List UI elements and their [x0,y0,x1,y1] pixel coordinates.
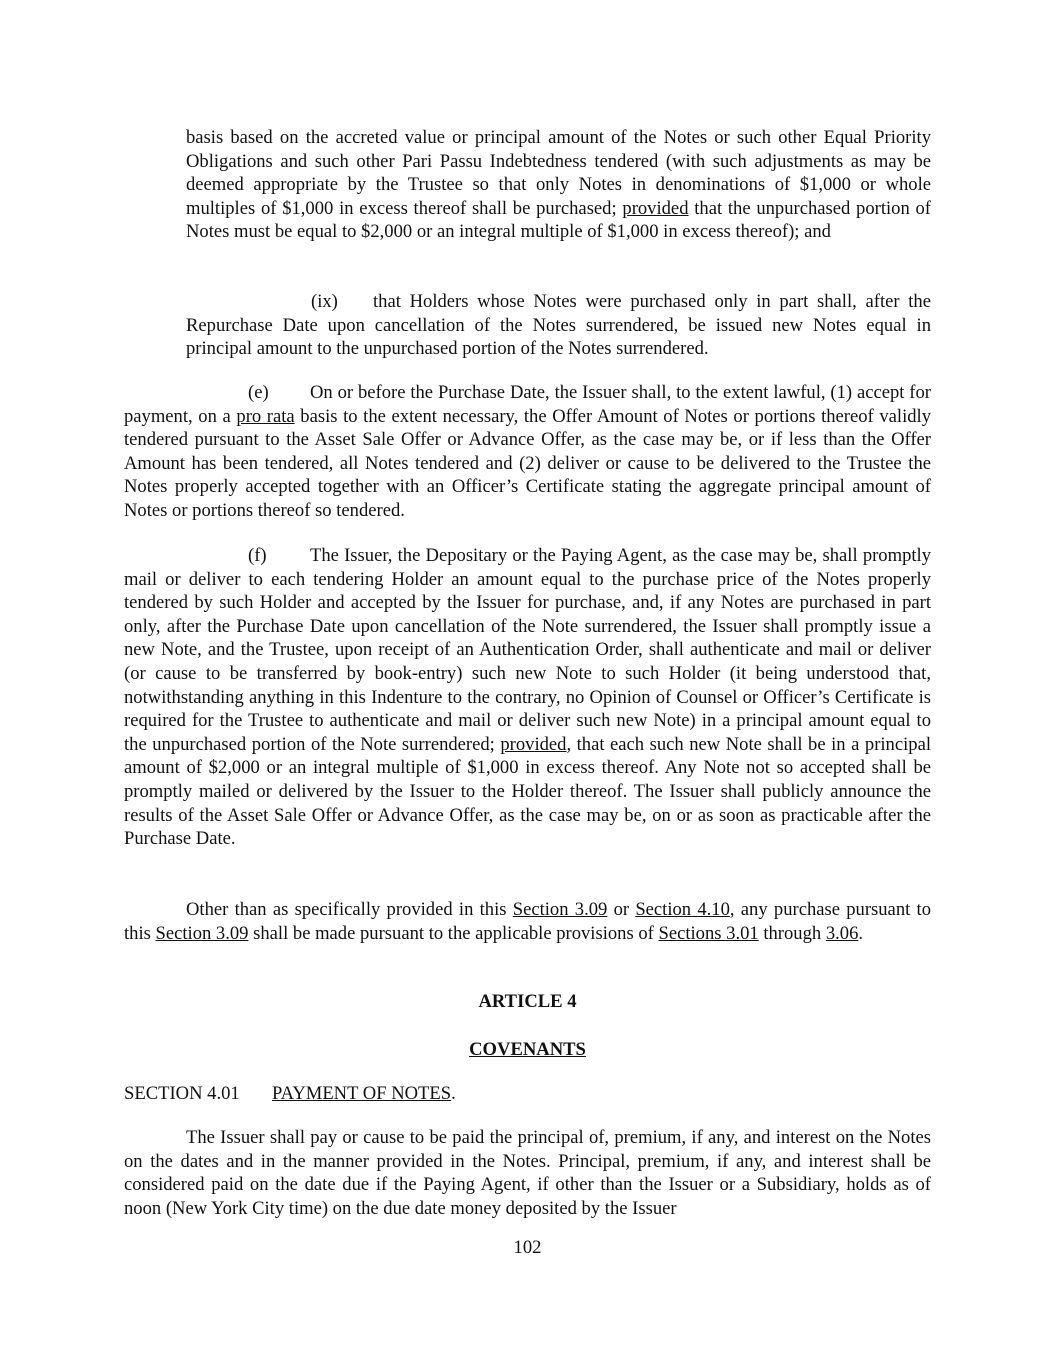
text-run: basis based on the accreted value or principal amount of the Notes or such other Equal Priority Obligations and such other Pari Passu Indebtedness tendered (with such adjustments as may be deemed appropriate by the Trustee so that only Notes in denominations of $1,000 or whole multiples of $1,000 in excess thereof shall be purchased; [186,127,931,219]
text-run: On or before the Purchase Date, the Issuer shall, to the extent lawful, (1) accept for payment, on a [124,382,931,427]
clause-label: (e) [248,382,269,403]
section-title: PAYMENT OF NOTES [272,1083,452,1104]
clause-label: (ix) [311,291,338,312]
text-run: Other than as specifically provided in this [186,899,513,920]
text-run: The Issuer, the Depositary or the Paying Agent, as the case may be, shall promptly mail or deliver to each tendering Holder an amount equal to the purchase price of the Notes properly tendered by such Holder and accepted by the Issuer for purchase, and, if any Notes are purchased in part only, after the Purchase Date upon cancellation of the Note surrendered, the Issuer shall promptly issue a new Note, and the Trustee, upon receipt of an Authentication Order, shall authenticate and mail or deliver (or cause to be transferred by book-entry) such new Note to such Holder (it being understood that, notwithstanding anything in this Indenture to the contrary, no Opinion of Counsel or Officer’s Certificate is required for the Trustee to authenticate and mail or deliver such new Note) in a principal amount equal to the unpurchased portion of the Note surrendered; [124,545,931,755]
text-run: The Issuer shall pay or cause to be paid the principal of, premium, if any, and interest on the Notes on the dates and in the manner provided in the Notes. Principal, premium, if any, and interest shall be considered paid on the date due if the Paying Agent, if other than the Issuer or a Subsidiary, holds as of noon (New York City time) on the due date money deposited by the Issuer [124,1127,931,1219]
paragraph-ix [186,290,931,361]
text-run: shall be made pursuant to the applicable provisions of [248,922,659,944]
text-run: , any purchase pursuant to this [124,899,931,944]
paragraph-4-01 [124,1126,931,1220]
underlined-term: provided [622,197,689,219]
text-run: that Holders whose Notes were purchased only in part shall, after the Repurchase Date upon cancellation of the Notes surrendered, be issued new Notes equal in principal amount to the unpurchased portion of the Notes surrendered. [186,291,931,360]
section-reference: 3.06 [825,922,859,944]
underlined-term: pro rata [236,405,295,427]
article-title-text: COVENANTS [469,1039,586,1060]
section-title-suffix: . [451,1083,456,1104]
underlined-term: provided [500,733,567,755]
paragraph-other-than [124,898,931,945]
section-reference: Section 3.09 [512,899,608,920]
text-run: , that each such new Note shall be in a principal amount of $2,000 or an integral multiple of $1,000 in excess thereof. Any Note not so accepted shall be promptly mailed or delivered by the Issuer to the Holder thereof. The Issuer shall publicly announce the results of the Asset Sale Offer or Advance Offer, as the case may be, on or as soon as practicable after the Purchase Date. [124,733,931,850]
clause-label: (f) [248,545,267,566]
text-run: through [758,922,826,944]
paragraph-d-continuation [186,126,931,244]
section-number: SECTION 4.01 [124,1083,240,1104]
article-number: ARTICLE 4 [478,991,577,1012]
page-number: 102 [513,1237,542,1258]
paragraph-f [124,544,931,851]
article-title [124,1038,931,1062]
text-run: basis to the extent necessary, the Offer Amount of Notes or portions thereof validly tendered pursuant to the Asset Sale Offer or Advance Offer, as the case may be, or if less than the Offer Amount has been tendered, all Notes tendered and (2) deliver or cause to be delivered to the Trustee the Notes properly accepted together with an Officer’s Certificate stating the aggregate principal amount of Notes or portions thereof so tendered. [124,405,931,521]
text-run: that the unpurchased portion of Notes must be equal to $2,000 or an integral multiple of $1,000 in excess thereof); and [186,197,931,243]
section-reference: Section 3.09 [155,922,249,944]
text-run: or [607,899,636,920]
section-reference: Section 4.10 [635,899,730,920]
paragraph-e [124,381,931,523]
text-run: . [858,922,864,944]
section-heading [124,1082,456,1106]
section-reference: Sections 3.01 [658,922,759,944]
